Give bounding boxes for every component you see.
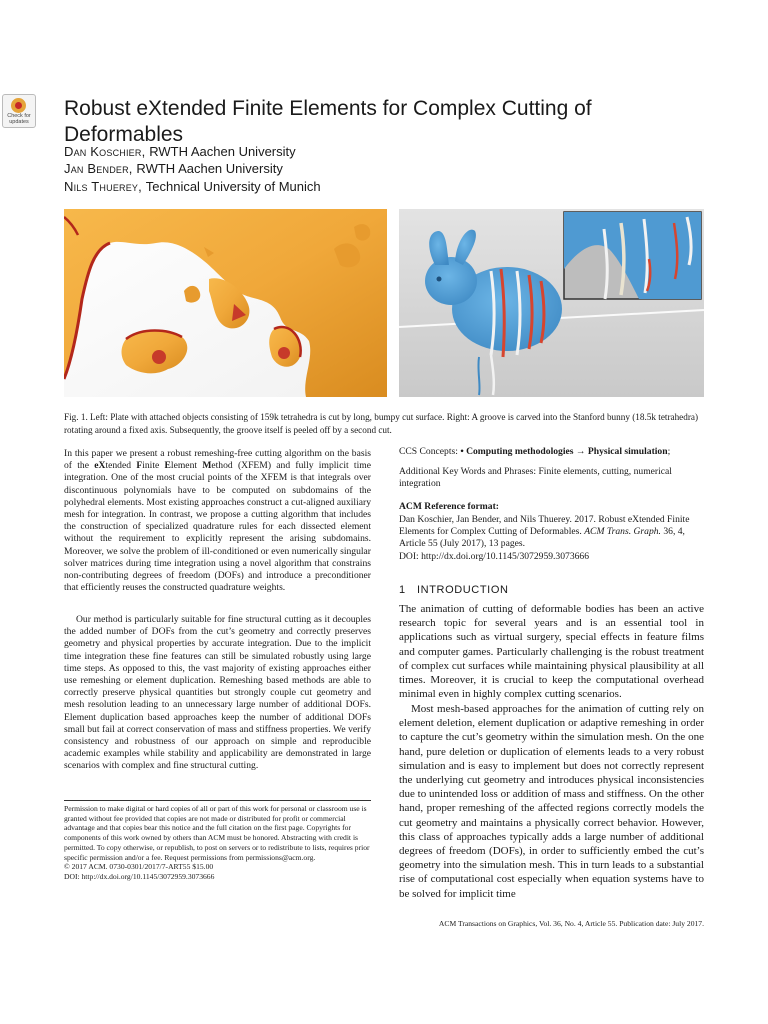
section-number: 1 xyxy=(399,584,406,596)
reference-format-heading: ACM Reference format: xyxy=(399,501,499,512)
bunny-render-image xyxy=(399,209,704,397)
reference-text: 36, 4, Article 55 (July 2017), 13 pages. xyxy=(399,526,685,550)
figure-left-cut-plate xyxy=(64,209,387,397)
abstract-text: tended xyxy=(105,460,137,472)
reference-doi-link[interactable]: DOI: http://dx.doi.org/10.1145/3072959.3073666 xyxy=(399,550,590,562)
intro-paragraph-2: Most mesh-based approaches for the animation of cutting rely on element deletion, element duplication or adaptive remeshing in order to capture the cut’s geometry within the simulation mesh. On the one hand, pure deletion or duplication of elements leads to a very robust simulation and is easy to implement but does not correctly represent the underlying cut geometry and introduces physical inconsistencies due to unintended loss or addition of mass and stiffness. On the other hand, proper remeshing of the affected regions correctly models the cut geometry and maintains a physically correct behavior. However, this class of approaches typically adds a large number of additional degrees of freedom (DOFs), in order to sufficiently embed the cut’s geometry into the simulation mesh. This in turn leads to a substantial rise of computational cost especially when equation systems have to be solved for implicit time xyxy=(399,703,704,900)
author-line: Nils Thuerey, Technical University of Munich xyxy=(64,179,321,194)
abstract-text: In this paper we present a robust remeshing-free cutting algorithm on the basis of the xyxy=(64,448,371,472)
intro-paragraph-1: The animation of cutting of deformable bodies has been an active research topic for several years and is an essential tool in applications such as virtual surgery, special effects in feature films and computer games. Particularly challenging is the robust treatment of complex cut surfaces while maintaining physical plausibility at all times. Moreover, it is crucial to keep the computational overhead minimal even in highly complex cutting scenarios. xyxy=(399,603,704,701)
author-affiliation: RWTH Aachen University xyxy=(136,161,283,176)
permission-doi-link[interactable]: DOI: http://dx.doi.org/10.1145/3072959.3073666 xyxy=(64,871,215,881)
section-heading-introduction xyxy=(399,584,704,596)
author-name: Nils Thuerey xyxy=(64,179,139,194)
ccs-concept: Computing methodologies → Physical simulation xyxy=(466,446,668,457)
author-line: Jan Bender, RWTH Aachen University xyxy=(64,161,283,176)
ccs-end: ; xyxy=(667,446,671,457)
author-affiliation: Technical University of Munich xyxy=(145,179,321,194)
ccs-label: CCS Concepts: xyxy=(399,446,461,457)
permission-notice xyxy=(64,800,371,882)
reference-journal: ACM Trans. Graph. xyxy=(584,526,661,538)
abstract-paragraph-2: Our method is particularly suitable for fine structural cutting as it decouples the added number of DOFs from the cut’s geometry and correctly preserves geometry and physical properties by accurate integration. Due to the implicit time integration these fine features can still be simulated robustly using large time steps. As opposed to this, the vast majority of existing approaches either use remeshing or element duplication. Remeshing based methods are able to correctly preserve physical quantities but strongly couple cut geometry and mesh resolution leading to an unnecessary large number of additional DOFs. Element duplication based approaches keep the number of additional DOFs small but fail at correct conservation of mass and stiffness properties. We verify consistency and robustness of our approach on simple and reproducible academic examples while stability and applicability are demonstrated in large scenarios with complex and fine structural cutting. xyxy=(64,614,371,772)
badge-label: Check for updates xyxy=(7,113,31,125)
ccs-bullet: • xyxy=(460,446,467,457)
author-name: Dan Koschier xyxy=(64,144,142,159)
emphasis: eX xyxy=(94,460,106,472)
figure-right-bunny xyxy=(399,209,704,397)
emphasis: F xyxy=(136,460,143,472)
check-for-updates-badge[interactable] xyxy=(2,94,36,128)
author-line: Dan Koschier, RWTH Aachen University xyxy=(64,144,296,159)
copyright-line: © 2017 ACM. 0730-0301/2017/7-ART55 $15.00 xyxy=(64,862,214,872)
plate-render-image xyxy=(64,209,387,397)
abstract-text: lement xyxy=(170,460,203,472)
section-title: INTRODUCTION xyxy=(417,584,509,596)
figure-caption: Fig. 1. Left: Plate with attached objects consisting of 159k tetrahedra is cut by long, bumpy cut surface. Right: A groove is carved into the Stanford bunny (18.5k tetrahedra) rotating around a fixed axis. Subsequently, the groove itself is peeled off by a second cut. xyxy=(64,412,699,435)
emphasis: E xyxy=(164,460,171,472)
reference-format-body xyxy=(399,514,704,563)
permission-text: Permission to make digital or hard copies of all or part of this work for personal or classroom use is granted without fee provided that copies are not made or distributed for profit or commercial advantage and that copies bear this notice and the full citation on the first page. Copyrights for components of this work owned by others than ACM must be honored. Abstracting with credit is permitted. To copy otherwise, or republish, to post on servers or to redistribute to lists, requires prior specific permission and/or a fee. Request permissions from permissions@acm.org. xyxy=(64,804,370,862)
crossmark-icon xyxy=(11,98,26,113)
author-affiliation: RWTH Aachen University xyxy=(149,144,296,159)
paper-title: Robust eXtended Finite Elements for Complex Cutting of Deformables xyxy=(64,97,592,146)
abstract-text: ethod (XFEM) and fully implicit time integration. One of the most crucial points of the XFEM is that integrals over discontinuous polynomials have to be computed on subdomains of the polyhedral elements. Most existing approaches construct a cut-aligned auxiliary mesh for integration. In contrast, we propose a cutting algorithm that includes the construction of specialized quadrature rules for each dissected element without the requirement to explicitly represent the arising subdomains. Moreover, we solve the problem of ill-conditioned or even numerically singular solver matrices during time integration using a novel algorithm that constrains non-contributing degrees of freedom (DOFs) and introduce a preconditioner that efficiently reuses the constructed quadrature weights. xyxy=(64,460,371,594)
abstract-paragraph xyxy=(64,448,371,594)
author-name: Jan Bender xyxy=(64,161,129,176)
reference-text: Dan Koschier, Jan Bender, and Nils Thuerey. 2017. Robust eXtended Finite Elements for Complex Cutting of Deformables. xyxy=(399,514,690,538)
keywords: Additional Key Words and Phrases: Finite elements, cutting, numerical integration xyxy=(399,466,672,490)
ccs-concepts xyxy=(399,446,704,458)
page-footer: ACM Transactions on Graphics, Vol. 36, No. 4, Article 55. Publication date: July 2017. xyxy=(438,919,704,928)
emphasis: M xyxy=(202,460,212,472)
abstract-text: inite xyxy=(142,460,165,472)
